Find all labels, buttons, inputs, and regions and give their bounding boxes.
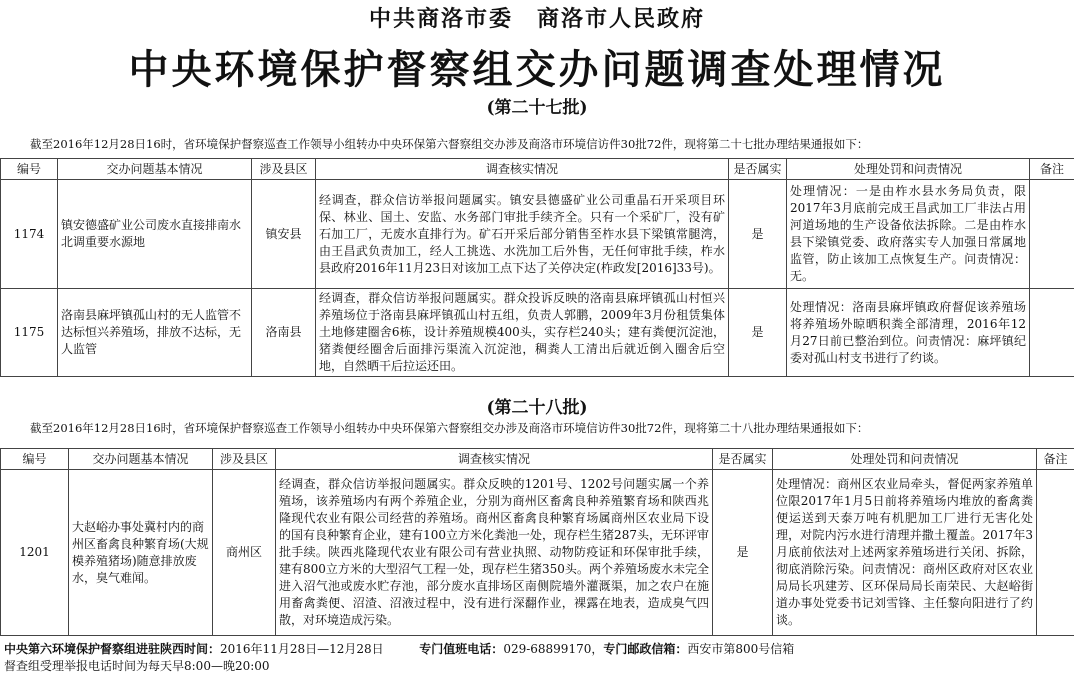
table-header-row: [1, 449, 1074, 470]
col-header-verified: 是否属实: [729, 159, 787, 180]
cell-problem: 洛南县麻坪镇孤山村的无人监管不达标恒兴养殖场，排放不达标，无人监管: [58, 289, 252, 377]
footer-value-phone: 029-68899170，: [503, 642, 604, 656]
cell-verified: 是: [729, 180, 787, 289]
page-title: 中央环境保护督察组交办问题调查处理情况: [128, 47, 946, 93]
cell-remark: [1037, 470, 1074, 636]
col-header-id: 编号: [1, 159, 58, 180]
cell-investigation: 经调查，群众信访举报问题属实。群众反映的1201号、1202号问题实属一个养殖场，该养殖场内有两个养殖企业，分别为商州区畜禽良种养殖繁育场和陕西兆隆现代农业有限公司经营的养殖场。商州区畜禽良种繁育场属商州区农业局下设的国有良种繁育企业，建有100立方米化粪池一处，现存栏生猪287头，无环评审批手续。陕西兆隆现代农业有限公司有营业执照、动物防疫证和环保审批手续，建有800立方米的大型沼气工程一处，现存栏生猪350头。两个养殖场废水未完全进入沼气池或废水贮存池，部分废水直排场区南侧院墙外灌溉渠，加之农户在施用畜禽粪便、沼渣、沼液过程中，没有进行深翻作业，裸露在地表，造成臭气四散，对环境造成污染。: [276, 470, 713, 636]
cell-id: 1175: [1, 289, 58, 377]
col-header-handling: 处理处罚和问责情况: [787, 159, 1030, 180]
org-line: 中共商洛市委 商洛市人民政府: [368, 6, 705, 32]
table-row: [1, 470, 1074, 636]
results-table-28: [0, 448, 1074, 636]
col-header-county: 涉及县区: [252, 159, 316, 180]
col-header-verified: 是否属实: [713, 449, 773, 470]
table-row: [1, 180, 1074, 289]
cell-remark: [1030, 289, 1074, 377]
col-header-problem: 交办问题基本情况: [69, 449, 213, 470]
table-header-row: [1, 159, 1074, 180]
cell-id: 1201: [1, 470, 69, 636]
cell-handling: 处理情况：洛南县麻坪镇政府督促该养殖场将养殖场外晾晒积粪全部清理，2016年12月27日前已整治到位。问责情况：麻坪镇纪委对孤山村支书进行了约谈。: [787, 289, 1030, 377]
col-header-problem: 交办问题基本情况: [58, 159, 252, 180]
table-row: [1, 289, 1074, 377]
results-table-27: [0, 158, 1074, 377]
cell-county: 镇安县: [252, 180, 316, 289]
cell-investigation: 经调查，群众信访举报问题属实。群众投诉反映的洛南县麻坪镇孤山村恒兴养殖场位于洛南县麻坪镇孤山村五组，负责人郭鹏，2009年3月份租赁集体土地修建圈舍6栋，设计养殖规模400头，实存栏240头；建有粪便沉淀池，猪粪便经圈舍后面排污渠流入沉淀池，稠粪人工清出后就近倒入圈舍后空地，自然晒干后拉运还田。: [316, 289, 729, 377]
footer-label-phone: 专门值班电话：: [419, 642, 504, 656]
footer-label-period: 中央第六环境保护督察组进驻陕西时间：: [4, 642, 221, 656]
footer-value-mailbox: 西安市第800号信箱: [687, 642, 795, 656]
footer-label-mailbox: 专门邮政信箱：: [603, 642, 688, 656]
cell-county: 商州区: [213, 470, 276, 636]
batch-title-27: (第二十七批): [486, 98, 588, 118]
cell-handling: 处理情况：商州区农业局牵头，督促两家养殖单位限2017年1月5日前将养殖场内堆放的畜禽粪便运送到天泰万吨有机肥加工厂进行无害化处理，对院内污水进行清理并撒土覆盖。2017年3月底前依法对上述两家养殖场进行关闭、拆除，彻底消除污染。问责情况：商州区政府对区农业局局长巩建芳、区环保局局长南荣民、大赵峪街道办事处党委书记刘雪锋、主任黎向阳进行了约谈。: [773, 470, 1037, 636]
footer-value-period: 2016年11月28日—12月28日: [220, 642, 384, 656]
cell-county: 洛南县: [252, 289, 316, 377]
cell-id: 1174: [1, 180, 58, 289]
col-header-handling: 处理处罚和问责情况: [773, 449, 1037, 470]
cell-verified: 是: [713, 470, 773, 636]
cell-remark: [1030, 180, 1074, 289]
cell-verified: 是: [729, 289, 787, 377]
col-header-remark: 备注: [1030, 159, 1074, 180]
footer-info: [4, 640, 794, 657]
col-header-id: 编号: [1, 449, 69, 470]
col-header-investigation: 调查核实情况: [316, 159, 729, 180]
cell-problem: 镇安德盛矿业公司废水直接排南水北调重要水源地: [58, 180, 252, 289]
cell-investigation: 经调查，群众信访举报问题属实。镇安县德盛矿业公司重晶石开采项目环保、林业、国土、安监、水务部门审批手续齐全。只有一个采矿厂，没有矿石加工厂，无废水直排行为。矿石开采后部分销售至柞水县下梁镇常腿湾，由王昌武负责加工，经人工挑选、水洗加工后外售，无任何审批手续，柞水县政府2016年11月23日对该加工点下达了关停决定(柞政发[2016]33号)。: [316, 180, 729, 289]
section-intro-27: 截至2016年12月28日16时，省环境保护督察巡查工作领导小组转办中央环保第六督察组交办涉及商洛市环境信访件30批72件，现将第二十七批办理结果通报如下：: [30, 137, 869, 151]
footer-hours: 督查组受理举报电话时间为每天早8:00—晚20:00: [4, 659, 270, 673]
col-header-remark: 备注: [1037, 449, 1074, 470]
batch-title-28: (第二十八批): [486, 398, 588, 418]
section-intro-28: 截至2016年12月28日16时，省环境保护督察巡查工作领导小组转办中央环保第六督察组交办涉及商洛市环境信访件30批72件，现将第二十八批办理结果通报如下：: [30, 421, 869, 435]
cell-problem: 大赵峪办事处冀村内的商州区畜禽良种繁育场(大规模养殖猪场)随意排放废水，臭气难闻。: [69, 470, 213, 636]
col-header-county: 涉及县区: [213, 449, 276, 470]
cell-handling: 处理情况：一是由柞水县水务局负责，限2017年3月底前完成王昌武加工厂非法占用河道场地的生产设备依法拆除。二是由柞水县下梁镇党委、政府落实专人加强日常属地监管，防止该加工点恢复生产。问责情况：无。: [787, 180, 1030, 289]
col-header-investigation: 调查核实情况: [276, 449, 713, 470]
